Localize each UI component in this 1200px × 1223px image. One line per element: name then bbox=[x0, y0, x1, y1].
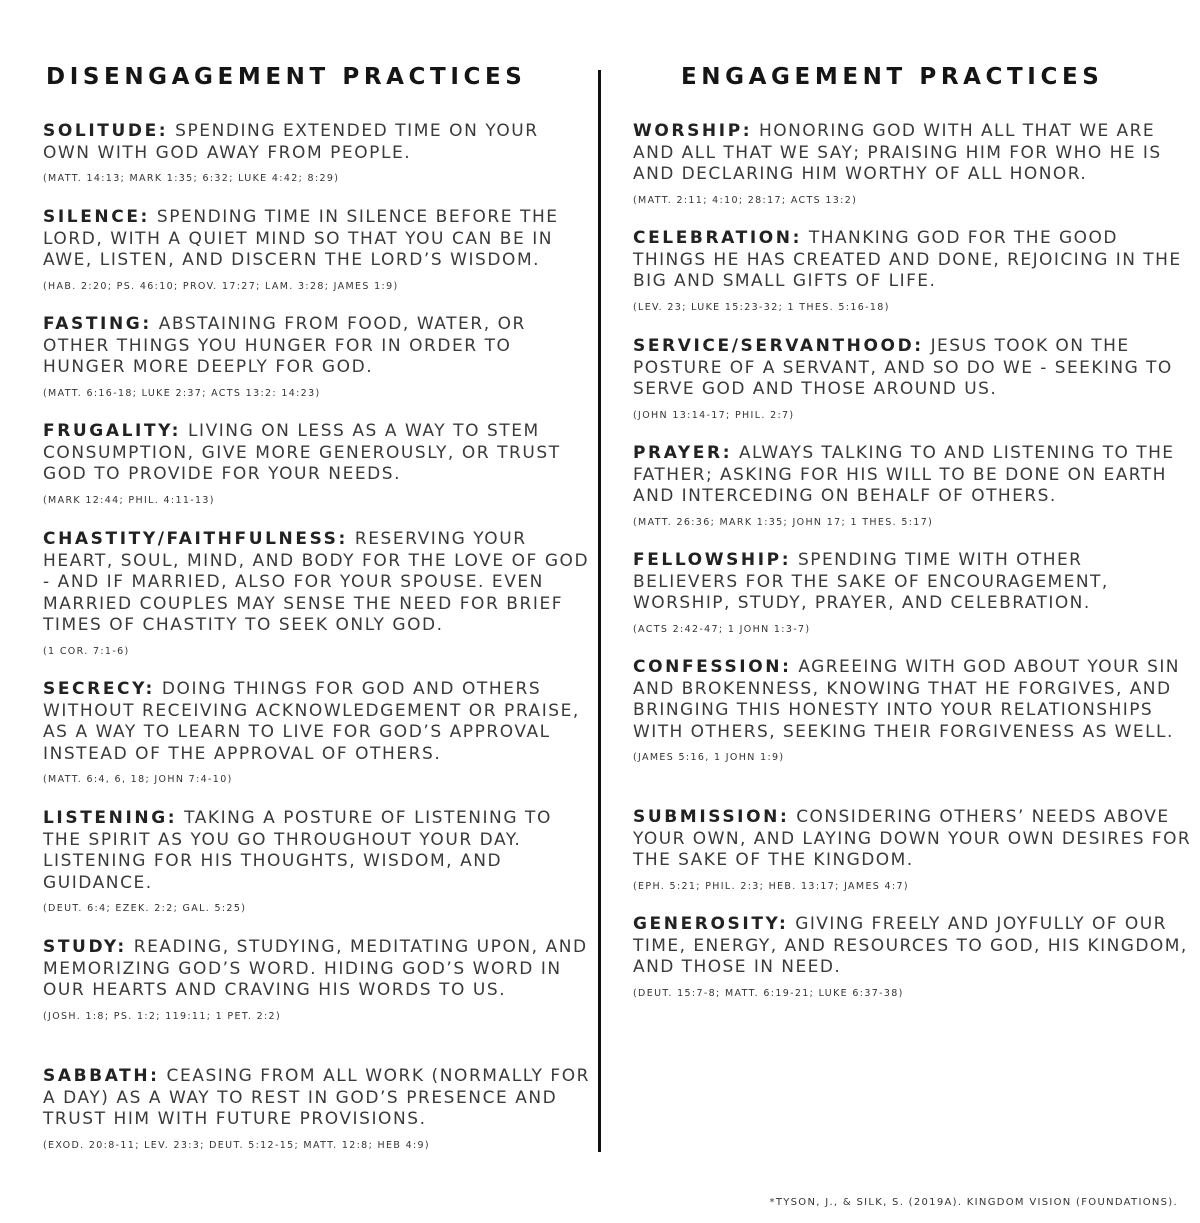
practice-text: READING, STUDYING, MEDITATING UPON, AND MEMORIZING GOD’S WORD. HIDING GOD’S WORD IN OUR HEARTS AND CRAVING HIS WORDS TO US. bbox=[43, 937, 588, 1001]
practice-silence bbox=[43, 207, 593, 294]
practice-listening bbox=[43, 808, 593, 916]
scripture-references: (MATT. 2:11; 4:10; 28:17; ACTS 13:2) bbox=[633, 194, 858, 206]
practice-text: SPENDING TIME WITH OTHER BELIEVERS FOR THE SAKE OF ENCOURAGEMENT, WORSHIP, STUDY, PRAYER, AND CELEBRATION. bbox=[633, 550, 1109, 614]
scripture-references: (JOHN 13:14-17; PHIL. 2:7) bbox=[633, 409, 795, 421]
practice-term: LISTENING: bbox=[43, 808, 178, 828]
practice-description bbox=[633, 121, 1193, 186]
practice-description bbox=[633, 443, 1193, 508]
practice-text: JESUS TOOK ON THE POSTURE OF A SERVANT, AND SO DO WE - SEEKING TO SERVE GOD AND THOSE AROUND US. bbox=[633, 336, 1173, 400]
scripture-references: (HAB. 2:20; PS. 46:10; PROV. 17:27; LAM. 3:28; JAMES 1:9) bbox=[43, 280, 399, 292]
practice-term: CELEBRATION: bbox=[633, 228, 803, 248]
practice-term: FELLOWSHIP: bbox=[633, 550, 792, 570]
practice-text: TAKING A POSTURE OF LISTENING TO THE SPIRIT AS YOU GO THROUGHOUT YOUR DAY. LISTENING FOR HIS THOUGHTS, WISDOM, AND GUIDANCE. bbox=[43, 808, 552, 893]
practice-description bbox=[633, 914, 1193, 979]
practice-frugality bbox=[43, 421, 593, 508]
practice-text: THANKING GOD FOR THE GOOD THINGS HE HAS CREATED AND DONE, REJOICING IN THE BIG AND SMALL GIFTS OF LIFE. bbox=[633, 228, 1182, 292]
practice-description bbox=[633, 807, 1193, 872]
practice-description bbox=[43, 529, 593, 637]
practice-description bbox=[43, 121, 593, 164]
scripture-references: (DEUT. 6:4; EZEK. 2:2; GAL. 5:25) bbox=[43, 903, 247, 915]
scripture-references: (MATT. 6:4, 6, 18; JOHN 7:4-10) bbox=[43, 774, 233, 786]
scripture-references: (MARK 12:44; PHIL. 4:11-13) bbox=[43, 494, 215, 506]
practice-prayer bbox=[633, 443, 1193, 530]
practice-description bbox=[43, 207, 593, 272]
practice-submission bbox=[633, 807, 1193, 894]
scripture-references: (EXOD. 20:8-11; LEV. 23:3; DEUT. 5:12-15; MATT. 12:8; HEB 4:9) bbox=[43, 1139, 430, 1151]
practice-description bbox=[633, 228, 1193, 293]
scripture-references: (DEUT. 15:7-8; MATT. 6:19-21; LUKE 6:37-38) bbox=[633, 987, 904, 999]
practice-solitude bbox=[43, 121, 593, 186]
practice-sabbath bbox=[43, 1066, 593, 1153]
practice-description bbox=[43, 1066, 593, 1131]
practice-text: DOING THINGS FOR GOD AND OTHERS WITHOUT RECEIVING ACKNOWLEDGEMENT OR PRAISE, AS A WAY TO LEARN TO LIVE FOR GOD’S APPROVAL INSTEAD OF THE APPROVAL OF OTHERS. bbox=[43, 679, 580, 764]
practice-description bbox=[43, 937, 593, 1002]
practice-description bbox=[43, 679, 593, 765]
practice-text: AGREEING WITH GOD ABOUT YOUR SIN AND BROKENNESS, KNOWING THAT HE FORGIVES, AND BRINGING THIS HONESTY INTO YOUR RELATIONSHIPS WITH OTHERS, SEEKING THEIR FORGIVENESS AS WELL. bbox=[633, 657, 1180, 742]
practice-term: STUDY: bbox=[43, 937, 127, 957]
practice-description bbox=[43, 808, 593, 894]
scripture-references: (JOSH. 1:8; PS. 1:2; 119:11; 1 PET. 2:2) bbox=[43, 1010, 281, 1022]
practice-description bbox=[633, 336, 1193, 401]
practice-term: FRUGALITY: bbox=[43, 421, 182, 441]
practice-term: SABBATH: bbox=[43, 1066, 160, 1086]
practice-text: LIVING ON LESS AS A WAY TO STEM CONSUMPTION, GIVE MORE GENEROUSLY, OR TRUST GOD TO PROVIDE FOR YOUR NEEDS. bbox=[43, 421, 561, 485]
practice-term: SECRECY: bbox=[43, 679, 155, 699]
practice-worship bbox=[633, 121, 1193, 208]
practice-confession bbox=[633, 657, 1193, 765]
practice-description bbox=[633, 657, 1193, 743]
scripture-references: (ACTS 2:42-47; 1 JOHN 1:3-7) bbox=[633, 623, 811, 635]
practice-term: SILENCE: bbox=[43, 207, 150, 227]
practice-celebration bbox=[633, 228, 1193, 315]
disengagement-heading: DISENGAGEMENT PRACTICES bbox=[46, 64, 527, 90]
practice-text: CONSIDERING OTHERS’ NEEDS ABOVE YOUR OWN, AND LAYING DOWN YOUR OWN DESIRES FOR THE SAKE OF THE KINGDOM. bbox=[633, 807, 1192, 871]
practice-term: SOLITUDE: bbox=[43, 121, 169, 141]
practice-text: HONORING GOD WITH ALL THAT WE ARE AND ALL THAT WE SAY; PRAISING HIM FOR WHO HE IS AND DECLARING HIM WORTHY OF ALL HONOR. bbox=[633, 121, 1162, 185]
practice-text: GIVING FREELY AND JOYFULLY OF OUR TIME, ENERGY, AND RESOURCES TO GOD, HIS KINGDOM, AND THOSE IN NEED. bbox=[633, 914, 1188, 978]
practice-chastity bbox=[43, 529, 593, 659]
practice-description bbox=[633, 550, 1193, 615]
practice-service bbox=[633, 336, 1193, 423]
practice-secrecy bbox=[43, 679, 593, 787]
practice-term: WORSHIP: bbox=[633, 121, 753, 141]
practice-text: SPENDING TIME IN SILENCE BEFORE THE LORD, WITH A QUIET MIND SO THAT YOU CAN BE IN AWE, LISTEN, AND DISCERN THE LORD’S WISDOM. bbox=[43, 207, 559, 271]
practice-text: ALWAYS TALKING TO AND LISTENING TO THE FATHER; ASKING FOR HIS WILL TO BE DONE ON EARTH AND INTERCEDING ON BEHALF OF OTHERS. bbox=[633, 443, 1175, 507]
practice-term: SUBMISSION: bbox=[633, 807, 790, 827]
column-divider bbox=[598, 70, 601, 1152]
practice-term: GENEROSITY: bbox=[633, 914, 789, 934]
practice-fellowship bbox=[633, 550, 1193, 637]
scripture-references: (EPH. 5:21; PHIL. 2:3; HEB. 13:17; JAMES 4:7) bbox=[633, 880, 909, 892]
source-citation: *TYSON, J., & SILK, S. (2019A). KINGDOM VISION (FOUNDATIONS). bbox=[769, 1197, 1178, 1208]
scripture-references: (MATT. 6:16-18; LUKE 2:37; ACTS 13:2: 14:23) bbox=[43, 387, 321, 399]
practice-term: CHASTITY/FAITHFULNESS: bbox=[43, 529, 348, 549]
practice-description bbox=[43, 314, 593, 379]
scripture-references: (LEV. 23; LUKE 15:23-32; 1 THES. 5:16-18) bbox=[633, 301, 890, 313]
practice-text: RESERVING YOUR HEART, SOUL, MIND, AND BODY FOR THE LOVE OF GOD - AND IF MARRIED, ALSO FOR YOUR SPOUSE. EVEN MARRIED COUPLES MAY SENSE THE NEED FOR BRIEF TIMES OF CHASTITY TO SEEK ONLY GOD. bbox=[43, 529, 590, 636]
practice-term: CONFESSION: bbox=[633, 657, 792, 677]
practice-text: ABSTAINING FROM FOOD, WATER, OR OTHER THINGS YOU HUNGER FOR IN ORDER TO HUNGER MORE DEEPLY FOR GOD. bbox=[43, 314, 526, 378]
scripture-references: (JAMES 5:16, 1 JOHN 1:9) bbox=[633, 752, 785, 764]
practice-term: PRAYER: bbox=[633, 443, 733, 463]
practice-term: FASTING: bbox=[43, 314, 152, 334]
practice-study bbox=[43, 937, 593, 1024]
scripture-references: (MATT. 14:13; MARK 1:35; 6:32; LUKE 4:42; 8:29) bbox=[43, 173, 340, 185]
practice-text: SPENDING EXTENDED TIME ON YOUR OWN WITH GOD AWAY FROM PEOPLE. bbox=[43, 121, 539, 163]
practice-generosity bbox=[633, 914, 1193, 1001]
scripture-references: (1 COR. 7:1-6) bbox=[43, 645, 130, 657]
engagement-heading: ENGAGEMENT PRACTICES bbox=[681, 64, 1104, 90]
practice-description bbox=[43, 421, 593, 486]
practice-term: SERVICE/SERVANTHOOD: bbox=[633, 336, 924, 356]
scripture-references: (MATT. 26:36; MARK 1:35; JOHN 17; 1 THES. 5:17) bbox=[633, 516, 934, 528]
practice-fasting bbox=[43, 314, 593, 401]
practice-text: CEASING FROM ALL WORK (NORMALLY FOR A DAY) AS A WAY TO REST IN GOD’S PRESENCE AND TRUST HIM WITH FUTURE PROVISIONS. bbox=[43, 1066, 590, 1130]
